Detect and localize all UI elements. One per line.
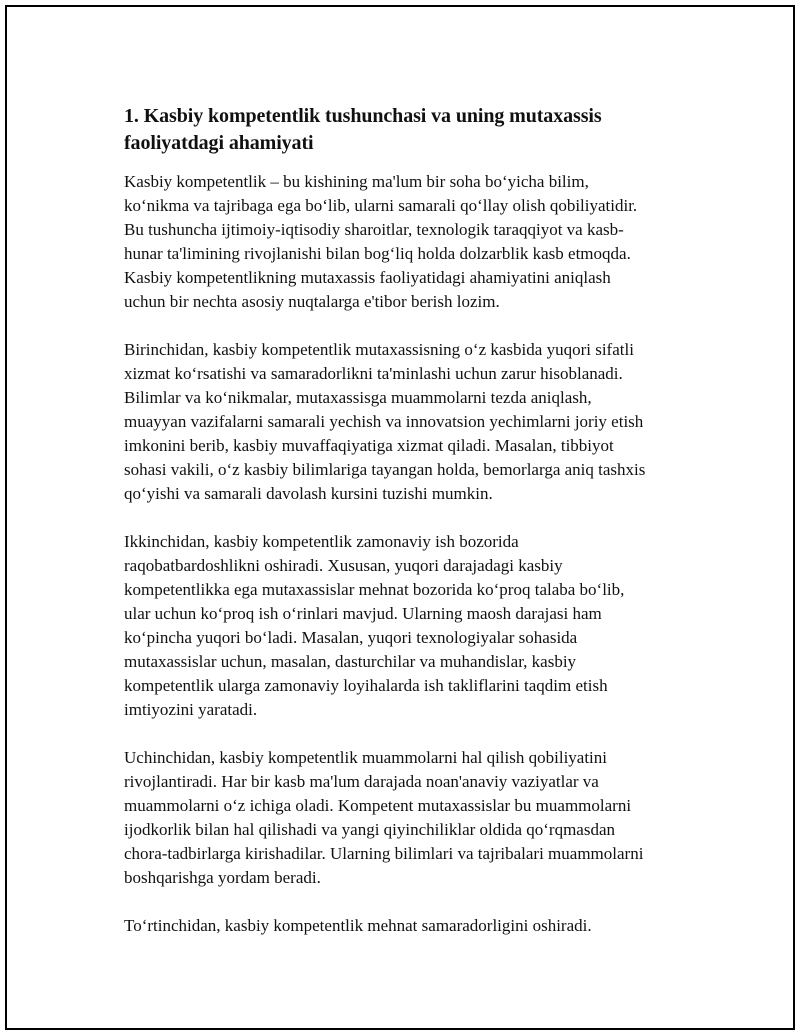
paragraph-4 <box>124 746 694 890</box>
text-line: imkonini berib, kasbiy muvaffaqiyatiga xizmat qiladi. Masalan, tibbiyot <box>124 436 614 455</box>
text-line: muayyan vazifalarni samarali yechish va innovatsion yechimlarni joriy etish <box>124 412 644 431</box>
text-line: rivojlantiradi. Har bir kasb ma'lum darajada noan'anaviy vaziyatlar va <box>124 772 599 791</box>
text-line: raqobatbardoshlikni oshiradi. Xususan, yuqori darajadagi kasbiy <box>124 556 563 575</box>
text-line: uchun bir nechta asosiy nuqtalarga e'tibor berish lozim. <box>124 292 500 311</box>
text-line: koʻnikma va tajribaga ega boʻlib, ularni samarali qoʻllay olish qobiliyatidir. <box>124 196 638 215</box>
text-line: qoʻyishi va samarali davolash kursini tuzishi mumkin. <box>124 484 493 503</box>
text-line: Kasbiy kompetentlikning mutaxassis faoliyatidagi ahamiyatini aniqlash <box>124 268 611 287</box>
text-line: Uchinchidan, kasbiy kompetentlik muammolarni hal qilish qobiliyatini <box>124 748 608 767</box>
text-line: Birinchidan, kasbiy kompetentlik mutaxassisning oʻz kasbida yuqori sifatli <box>124 340 634 359</box>
text-line: kompetentlik ularga zamonaviy loyihalarda ish takliflarini taqdim etish <box>124 676 608 695</box>
text-line: muammolarni oʻz ichiga oladi. Kompetent mutaxassislar bu muammolarni <box>124 796 632 815</box>
text-line: hunar ta'limining rivojlanishi bilan bogʻliq holda dolzarblik kasb etmoqda. <box>124 244 631 263</box>
paragraph-2 <box>124 338 694 506</box>
text-line: koʻpincha yuqori boʻladi. Masalan, yuqori texnologiyalar sohasida <box>124 628 578 647</box>
paragraph-1 <box>124 170 694 314</box>
heading-line: 1. Kasbiy kompetentlik tushunchasi va uning mutaxassis <box>124 105 602 127</box>
paragraph-3 <box>124 530 694 722</box>
document-content <box>124 103 694 938</box>
text-line: imtiyozini yaratadi. <box>124 700 258 719</box>
text-line: Ikkinchidan, kasbiy kompetentlik zamonaviy ish bozorida <box>124 532 519 551</box>
text-line: ijodkorlik bilan hal qilishadi va yangi qiyinchiliklar oldida qoʻrqmasdan <box>124 820 616 839</box>
text-line: Kasbiy kompetentlik – bu kishining ma'lum bir soha boʻyicha bilim, <box>124 172 589 191</box>
section-heading <box>124 103 694 157</box>
document-page <box>5 5 795 1030</box>
text-line: chora-tadbirlarga kirishadilar. Ularning bilimlari va tajribalari muammolarni <box>124 844 644 863</box>
heading-line: faoliyatdagi ahamiyati <box>124 132 314 154</box>
text-line: Bu tushuncha ijtimoiy-iqtisodiy sharoitlar, texnologik taraqqiyot va kasb- <box>124 220 624 239</box>
text-line: xizmat koʻrsatishi va samaradorlikni ta'minlashi uchun zarur hisoblanadi. <box>124 364 623 383</box>
paragraph-5 <box>124 914 694 938</box>
text-line: mutaxassislar uchun, masalan, dasturchilar va muhandislar, kasbiy <box>124 652 577 671</box>
text-line: Toʻrtinchidan, kasbiy kompetentlik mehnat samaradorligini oshiradi. <box>124 916 592 935</box>
text-line: boshqarishga yordam beradi. <box>124 868 321 887</box>
text-line: Bilimlar va koʻnikmalar, mutaxassisga muammolarni tezda aniqlash, <box>124 388 592 407</box>
text-line: kompetentlikka ega mutaxassislar mehnat bozorida koʻproq talaba boʻlib, <box>124 580 625 599</box>
text-line: sohasi vakili, oʻz kasbiy bilimlariga tayangan holda, bemorlarga aniq tashxis <box>124 460 646 479</box>
text-line: ular uchun koʻproq ish oʻrinlari mavjud. Ularning maosh darajasi ham <box>124 604 602 623</box>
